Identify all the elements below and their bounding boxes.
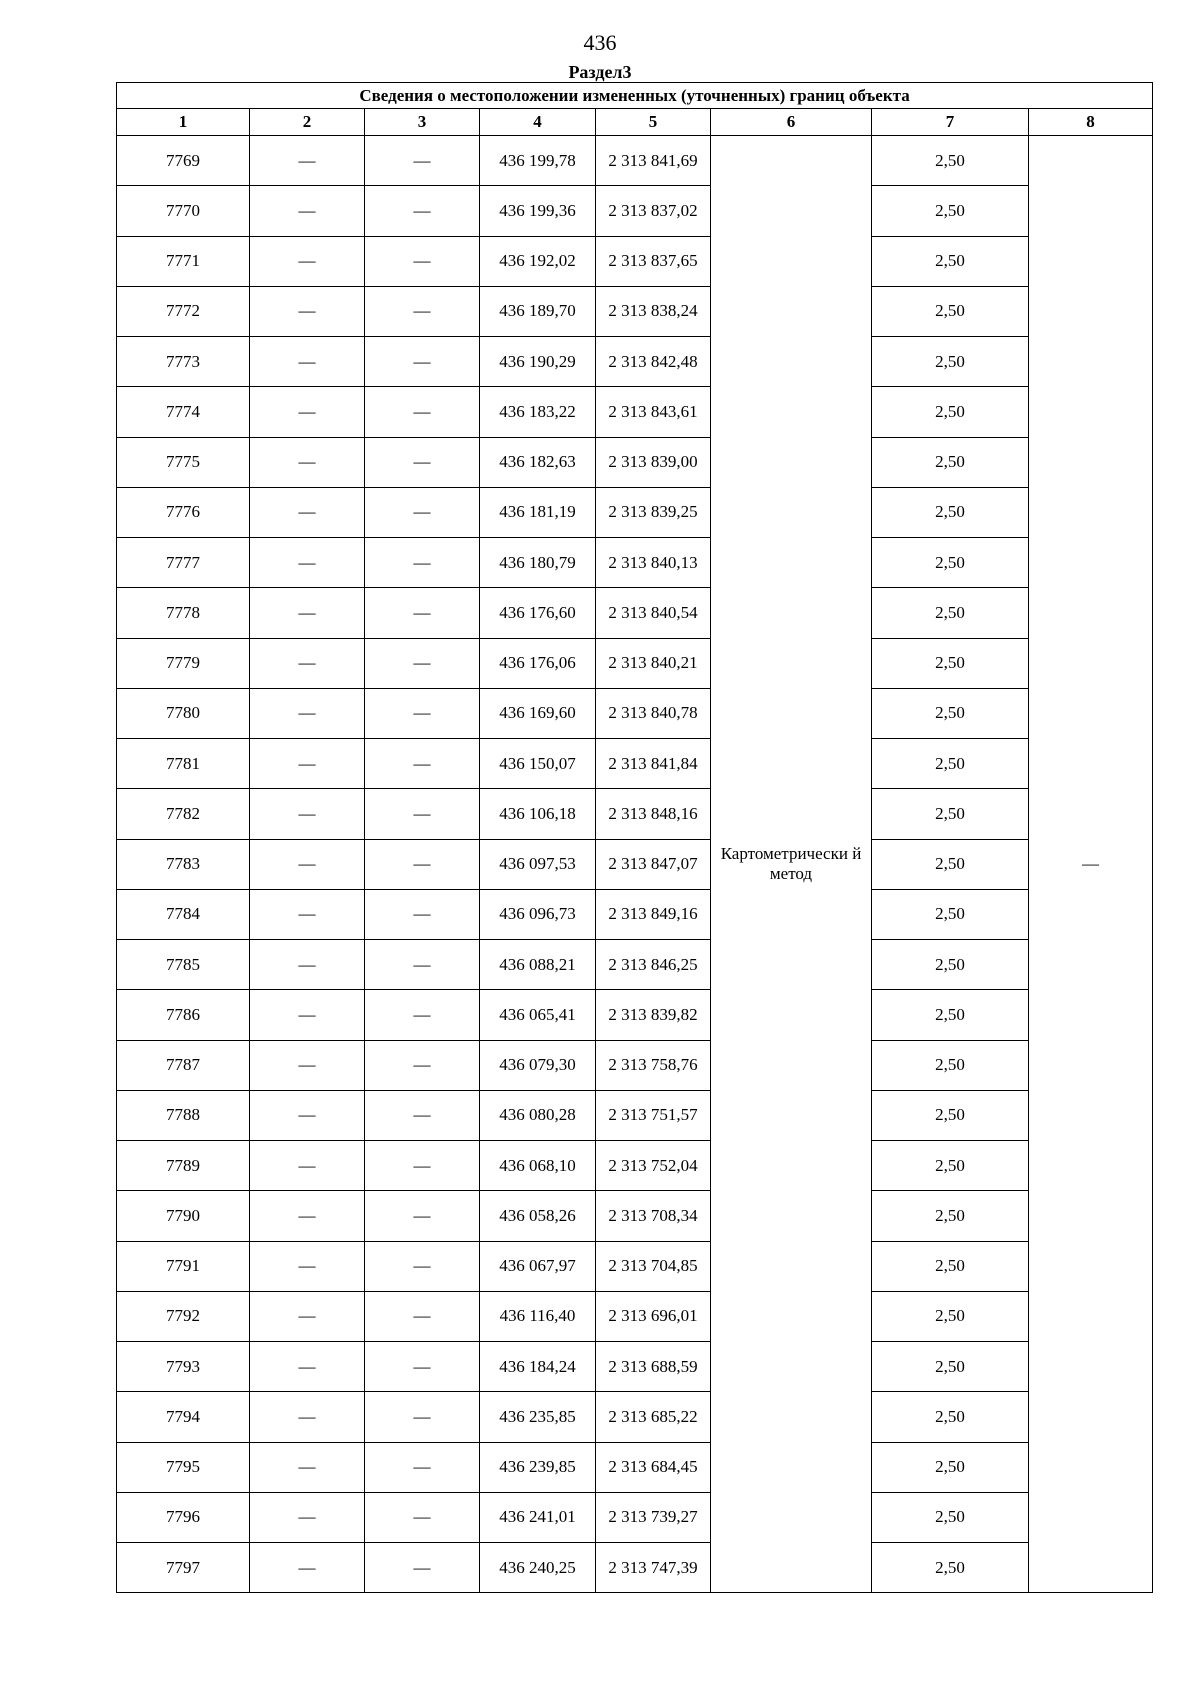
table-row (117, 1392, 1153, 1442)
point-number-cell: 7775 (117, 437, 250, 487)
coordinate-x-cell: 436 169,60 (480, 688, 596, 738)
coordinate-y-cell: 2 313 839,00 (596, 437, 711, 487)
column-3-cell: — (365, 1191, 480, 1241)
accuracy-cell: 2,50 (872, 1543, 1029, 1593)
column-number-row (117, 109, 1153, 136)
point-number-cell: 7770 (117, 186, 250, 236)
coordinate-y-cell: 2 313 841,84 (596, 739, 711, 789)
column-3-cell: — (365, 588, 480, 638)
column-2-cell: — (250, 1442, 365, 1492)
coordinate-y-cell: 2 313 688,59 (596, 1342, 711, 1392)
coordinate-x-cell: 436 150,07 (480, 739, 596, 789)
coordinate-x-cell: 436 199,78 (480, 136, 596, 186)
section-title: Раздел3 (568, 62, 632, 82)
column-3-cell: — (365, 1141, 480, 1191)
accuracy-cell: 2,50 (872, 1241, 1029, 1291)
coordinate-y-cell: 2 313 752,04 (596, 1141, 711, 1191)
accuracy-cell: 2,50 (872, 538, 1029, 588)
coordinate-x-cell: 436 096,73 (480, 889, 596, 939)
table-row (117, 1442, 1153, 1492)
column-2-cell: — (250, 839, 365, 889)
table-row (117, 688, 1153, 738)
column-3-cell: — (365, 337, 480, 387)
column-3-cell: — (365, 487, 480, 537)
column-2-cell: — (250, 1241, 365, 1291)
coordinate-y-cell: 2 313 704,85 (596, 1241, 711, 1291)
coordinate-y-cell: 2 313 849,16 (596, 889, 711, 939)
coordinate-x-cell: 436 199,36 (480, 186, 596, 236)
table-row (117, 789, 1153, 839)
coordinate-y-cell: 2 313 839,82 (596, 990, 711, 1040)
table-row (117, 286, 1153, 336)
column-3-cell: — (365, 236, 480, 286)
coordinate-x-cell: 436 182,63 (480, 437, 596, 487)
column-3-cell: — (365, 1543, 480, 1593)
column-2-cell: — (250, 437, 365, 487)
column-number-1: 1 (117, 109, 250, 136)
point-number-cell: 7774 (117, 387, 250, 437)
point-number-cell: 7790 (117, 1191, 250, 1241)
column-3-cell: — (365, 1492, 480, 1542)
accuracy-cell: 2,50 (872, 940, 1029, 990)
coordinate-y-cell: 2 313 843,61 (596, 387, 711, 437)
accuracy-cell: 2,50 (872, 789, 1029, 839)
coordinate-y-cell: 2 313 840,78 (596, 688, 711, 738)
coordinate-x-cell: 436 241,01 (480, 1492, 596, 1542)
table-row (117, 1241, 1153, 1291)
accuracy-cell: 2,50 (872, 1141, 1029, 1191)
table-row (117, 940, 1153, 990)
accuracy-cell: 2,50 (872, 286, 1029, 336)
accuracy-cell: 2,50 (872, 487, 1029, 537)
coordinate-y-cell: 2 313 840,13 (596, 538, 711, 588)
accuracy-cell: 2,50 (872, 1342, 1029, 1392)
point-number-cell: 7784 (117, 889, 250, 939)
coordinate-x-cell: 436 065,41 (480, 990, 596, 1040)
coordinate-x-cell: 436 106,18 (480, 789, 596, 839)
accuracy-cell: 2,50 (872, 186, 1029, 236)
coordinate-y-cell: 2 313 696,01 (596, 1291, 711, 1341)
column-2-cell: — (250, 186, 365, 236)
point-number-cell: 7783 (117, 839, 250, 889)
coordinate-x-cell: 436 235,85 (480, 1392, 596, 1442)
coordinate-y-cell: 2 313 847,07 (596, 839, 711, 889)
table-row (117, 990, 1153, 1040)
column-2-cell: — (250, 136, 365, 186)
table-body (117, 83, 1153, 1593)
coordinate-x-cell: 436 067,97 (480, 1241, 596, 1291)
table-row (117, 1141, 1153, 1191)
column-3-cell: — (365, 1392, 480, 1442)
point-number-cell: 7773 (117, 337, 250, 387)
accuracy-cell: 2,50 (872, 588, 1029, 638)
coordinate-x-cell: 436 080,28 (480, 1090, 596, 1140)
point-number-cell: 7796 (117, 1492, 250, 1542)
table-row (117, 1291, 1153, 1341)
column-8-cell: — (1029, 136, 1153, 1593)
column-3-cell: — (365, 638, 480, 688)
coordinate-y-cell: 2 313 758,76 (596, 1040, 711, 1090)
column-2-cell: — (250, 588, 365, 638)
accuracy-cell: 2,50 (872, 1442, 1029, 1492)
column-number-3: 3 (365, 109, 480, 136)
column-2-cell: — (250, 889, 365, 939)
column-number-8: 8 (1029, 109, 1153, 136)
table-row (117, 739, 1153, 789)
table-row (117, 437, 1153, 487)
accuracy-cell: 2,50 (872, 1392, 1029, 1442)
method-cell: Картометрически й метод (711, 136, 872, 1593)
column-3-cell: — (365, 1342, 480, 1392)
point-number-cell: 7788 (117, 1090, 250, 1140)
point-number-cell: 7795 (117, 1442, 250, 1492)
column-3-cell: — (365, 889, 480, 939)
column-number-6: 6 (711, 109, 872, 136)
column-number-7: 7 (872, 109, 1029, 136)
point-number-cell: 7789 (117, 1141, 250, 1191)
point-number-cell: 7780 (117, 688, 250, 738)
coordinate-x-cell: 436 190,29 (480, 337, 596, 387)
column-3-cell: — (365, 940, 480, 990)
column-2-cell: — (250, 1141, 365, 1191)
accuracy-cell: 2,50 (872, 1492, 1029, 1542)
table-row (117, 889, 1153, 939)
point-number-cell: 7782 (117, 789, 250, 839)
table-row (117, 337, 1153, 387)
table-row (117, 236, 1153, 286)
column-3-cell: — (365, 437, 480, 487)
table-row (117, 839, 1153, 889)
table-row (117, 186, 1153, 236)
coordinate-y-cell: 2 313 739,27 (596, 1492, 711, 1542)
point-number-cell: 7785 (117, 940, 250, 990)
coordinate-x-cell: 436 181,19 (480, 487, 596, 537)
table-row (117, 387, 1153, 437)
coordinate-y-cell: 2 313 837,02 (596, 186, 711, 236)
column-2-cell: — (250, 538, 365, 588)
coordinate-y-cell: 2 313 841,69 (596, 136, 711, 186)
point-number-cell: 7777 (117, 538, 250, 588)
column-3-cell: — (365, 1040, 480, 1090)
column-3-cell: — (365, 688, 480, 738)
coordinate-x-cell: 436 097,53 (480, 839, 596, 889)
table-row (117, 1191, 1153, 1241)
coordinate-x-cell: 436 176,60 (480, 588, 596, 638)
point-number-cell: 7793 (117, 1342, 250, 1392)
accuracy-cell: 2,50 (872, 739, 1029, 789)
coordinate-y-cell: 2 313 708,34 (596, 1191, 711, 1241)
coordinate-y-cell: 2 313 848,16 (596, 789, 711, 839)
column-2-cell: — (250, 1392, 365, 1442)
page-number: 436 (583, 30, 617, 55)
accuracy-cell: 2,50 (872, 437, 1029, 487)
column-3-cell: — (365, 1241, 480, 1291)
coordinate-x-cell: 436 192,02 (480, 236, 596, 286)
column-3-cell: — (365, 739, 480, 789)
point-number-cell: 7781 (117, 739, 250, 789)
accuracy-cell: 2,50 (872, 387, 1029, 437)
coordinate-x-cell: 436 240,25 (480, 1543, 596, 1593)
table-caption-row (117, 83, 1153, 109)
table-row (117, 638, 1153, 688)
coordinate-y-cell: 2 313 840,21 (596, 638, 711, 688)
coordinate-x-cell: 436 068,10 (480, 1141, 596, 1191)
column-3-cell: — (365, 286, 480, 336)
coordinate-y-cell: 2 313 840,54 (596, 588, 711, 638)
point-number-cell: 7794 (117, 1392, 250, 1442)
accuracy-cell: 2,50 (872, 990, 1029, 1040)
column-2-cell: — (250, 1090, 365, 1140)
coordinate-x-cell: 436 184,24 (480, 1342, 596, 1392)
coordinate-y-cell: 2 313 684,45 (596, 1442, 711, 1492)
column-2-cell: — (250, 638, 365, 688)
table-row (117, 588, 1153, 638)
point-number-cell: 7786 (117, 990, 250, 1040)
point-number-cell: 7776 (117, 487, 250, 537)
column-3-cell: — (365, 136, 480, 186)
column-3-cell: — (365, 1442, 480, 1492)
column-2-cell: — (250, 1543, 365, 1593)
column-2-cell: — (250, 337, 365, 387)
column-2-cell: — (250, 387, 365, 437)
table-row (117, 1492, 1153, 1542)
table-caption: Сведения о местоположении измененных (уточненных) границ объекта (117, 83, 1153, 109)
coordinate-y-cell: 2 313 747,39 (596, 1543, 711, 1593)
accuracy-cell: 2,50 (872, 1191, 1029, 1241)
column-2-cell: — (250, 286, 365, 336)
coordinate-y-cell: 2 313 842,48 (596, 337, 711, 387)
accuracy-cell: 2,50 (872, 337, 1029, 387)
column-2-cell: — (250, 688, 365, 738)
column-2-cell: — (250, 1191, 365, 1241)
accuracy-cell: 2,50 (872, 688, 1029, 738)
column-2-cell: — (250, 1291, 365, 1341)
point-number-cell: 7797 (117, 1543, 250, 1593)
coordinate-x-cell: 436 180,79 (480, 538, 596, 588)
column-3-cell: — (365, 990, 480, 1040)
column-2-cell: — (250, 487, 365, 537)
accuracy-cell: 2,50 (872, 136, 1029, 186)
column-3-cell: — (365, 538, 480, 588)
column-number-5: 5 (596, 109, 711, 136)
table-row (117, 1543, 1153, 1593)
coordinate-y-cell: 2 313 838,24 (596, 286, 711, 336)
table-row (117, 538, 1153, 588)
column-2-cell: — (250, 1040, 365, 1090)
table-row (117, 1040, 1153, 1090)
point-number-cell: 7771 (117, 236, 250, 286)
coordinate-x-cell: 436 079,30 (480, 1040, 596, 1090)
coordinate-x-cell: 436 176,06 (480, 638, 596, 688)
point-number-cell: 7787 (117, 1040, 250, 1090)
column-number-2: 2 (250, 109, 365, 136)
column-3-cell: — (365, 789, 480, 839)
point-number-cell: 7778 (117, 588, 250, 638)
coordinate-x-cell: 436 088,21 (480, 940, 596, 990)
accuracy-cell: 2,50 (872, 638, 1029, 688)
column-2-cell: — (250, 236, 365, 286)
coordinate-y-cell: 2 313 846,25 (596, 940, 711, 990)
coordinate-y-cell: 2 313 751,57 (596, 1090, 711, 1140)
column-2-cell: — (250, 739, 365, 789)
column-3-cell: — (365, 387, 480, 437)
table-row (117, 487, 1153, 537)
column-2-cell: — (250, 1342, 365, 1392)
column-3-cell: — (365, 839, 480, 889)
accuracy-cell: 2,50 (872, 839, 1029, 889)
column-3-cell: — (365, 186, 480, 236)
accuracy-cell: 2,50 (872, 1090, 1029, 1140)
coordinate-y-cell: 2 313 685,22 (596, 1392, 711, 1442)
coordinate-x-cell: 436 058,26 (480, 1191, 596, 1241)
accuracy-cell: 2,50 (872, 1040, 1029, 1090)
column-number-4: 4 (480, 109, 596, 136)
table-row (117, 1090, 1153, 1140)
point-number-cell: 7772 (117, 286, 250, 336)
coordinate-y-cell: 2 313 837,65 (596, 236, 711, 286)
table-row (117, 136, 1153, 186)
coordinates-table (116, 82, 1153, 1593)
point-number-cell: 7779 (117, 638, 250, 688)
coordinate-y-cell: 2 313 839,25 (596, 487, 711, 537)
column-2-cell: — (250, 1492, 365, 1542)
accuracy-cell: 2,50 (872, 1291, 1029, 1341)
accuracy-cell: 2,50 (872, 236, 1029, 286)
table-row (117, 1342, 1153, 1392)
point-number-cell: 7769 (117, 136, 250, 186)
point-number-cell: 7791 (117, 1241, 250, 1291)
point-number-cell: 7792 (117, 1291, 250, 1341)
coordinate-x-cell: 436 189,70 (480, 286, 596, 336)
column-2-cell: — (250, 789, 365, 839)
column-3-cell: — (365, 1291, 480, 1341)
coordinate-x-cell: 436 183,22 (480, 387, 596, 437)
column-2-cell: — (250, 990, 365, 1040)
column-2-cell: — (250, 940, 365, 990)
accuracy-cell: 2,50 (872, 889, 1029, 939)
coordinate-x-cell: 436 239,85 (480, 1442, 596, 1492)
column-3-cell: — (365, 1090, 480, 1140)
coordinate-x-cell: 436 116,40 (480, 1291, 596, 1341)
